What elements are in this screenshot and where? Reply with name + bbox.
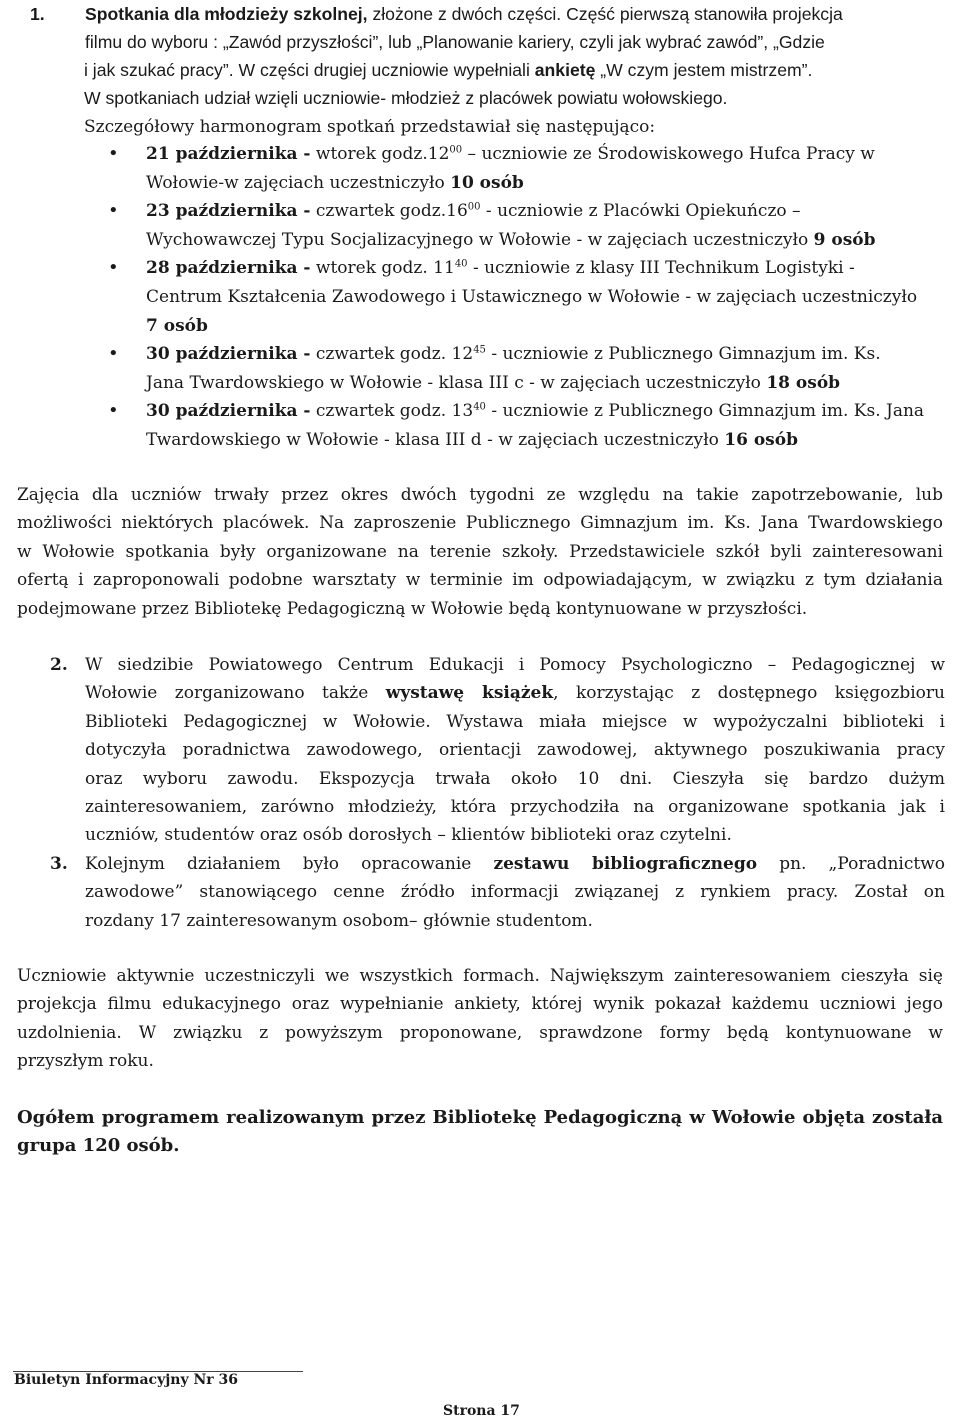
exhibition-highlight: wystawę książek xyxy=(385,683,554,704)
list-item: • 30 października - czwartek godz. $13^{40}$ - uczniowie z Publicznego Gimnazjum im. Ks. Jana Twardowskiego w Wołowie - klasa III d - w zajęciach uczestniczyło 16 osób xyxy=(108,397,948,454)
list-item: • 28 października - wtorek godz. $11^{40}$ - uczniowie z klasy III Technikum Logistyki - Centrum Kształcenia Zawodowego i Ustawicznego w Wołowie - w zajęciach uczestniczyło 7 osób xyxy=(108,254,948,340)
section-2: 2. W siedzibie Powiatowego Centrum Edukacji i Pomocy Psychologiczno – Pedagogicznej w Wołowie zorganizowano także wystawę książek, korzystając z dostępnego księgozbioru Biblioteki Pedagogicznej w Wołowie. Wystawa miała miejsce w wypożyczalni biblioteki i dotyczyła poradnictwa zawodowego, orientacji zawodowej, aktywnego poszukiwania pracy oraz wyboru zawodu. Ekspozycja trwała około 10 dni. Cieszyła się bardzo dużym zainteresowaniem, zarówno młodzieży, która przychodziła na organizowane spotkania jak i uczniów, studentów oraz osób dorosłych – klientów biblioteki oraz czytelni. xyxy=(50,651,945,850)
summary: Ogółem programem realizowanym przez Bibliotekę Pedagogiczną w Wołowie objęta została grupa 120 osób. xyxy=(17,1107,943,1157)
section-3: 3. Kolejnym działaniem było opracowanie zestawu bibliograficznego pn. „Poradnictwo zawodowe” stanowiącego cenne źródło informacji związanej z rynkiem pracy. Został on rozdany 17 zainteresowanym osobom– głównie studentom. xyxy=(50,850,945,935)
paragraph-duration: Zajęcia dla uczniów trwały przez okres dwóch tygodni ze względu na takie zapotrzebowanie, lub możliwości niektórych placówek. Na zaproszenie Publicznego Gimnazjum im. Ks. Jana Twardowskiego w Wołowie spotkania były organizowane na terenie szkoły. Przedstawiciele szkół byli zainteresowani ofertą i zaproponowali podobne warsztaty w terminie im odpowiadającym, w związku z tym działania podejmowane przez Bibliotekę Pedagogiczną w Wołowie będą kontynuowane w przyszłości. xyxy=(17,485,943,619)
page-number: Strona 17 xyxy=(443,1403,520,1419)
list-item: • 23 października - czwartek $godz.16^{00}$ - uczniowie z Placówki Opiekuńczo – Wychowawczej Typu Socjalizacyjnego w Wołowie - w zajęciach uczestniczyło 9 osób xyxy=(108,197,948,254)
section-1-line-2: filmu do wyboru : „Zawód przyszłości”, lub „Planowanie kariery, czyli jak wybrać zawód”, „Gdzie xyxy=(85,32,825,52)
section-3-number: 3. xyxy=(50,854,68,874)
survey-highlight: ankietę xyxy=(534,60,596,80)
section-1-number: 1. xyxy=(30,4,45,24)
paragraph-participation: Uczniowie aktywnie uczestniczyli we wszystkich formach. Największym zainteresowaniem cieszyła się projekcja filmu edukacyjnego oraz wypełnianie ankiety, której wynik pokazał każdemu uczniowi jego uzdolnienia. W związku z powyższym proponowane, sprawdzone formy będą kontynuowane w przyszłym roku. xyxy=(17,966,943,1072)
section-1-line-4: W spotkaniach udział wzięli uczniowie- młodzież z placówek powiatu wołowskiego. xyxy=(84,88,728,109)
schedule-list xyxy=(108,140,948,455)
section-1 xyxy=(30,0,945,56)
section-2-number: 2. xyxy=(50,655,68,675)
section-1-title: Spotkania dla młodzieży szkolnej, xyxy=(85,4,368,24)
section-1-line-3: i jak szukać pracy”. W części drugiej uczniowie wypełniali ankietę „W czym jestem mistrzem”. xyxy=(84,60,813,80)
section-1-continued xyxy=(84,56,944,113)
section-1-body xyxy=(85,0,945,56)
list-item: • 30 października - czwartek godz. $12^{45}$ - uczniowie z Publicznego Gimnazjum im. Ks. Jana Twardowskiego w Wołowie - klasa III c - w zajęciach uczestniczyło 18 osób xyxy=(108,340,948,397)
section-1-line-1: Spotkania dla młodzieży szkolnej, złożone z dwóch części. Część pierwszą stanowiła projekcja xyxy=(85,4,843,24)
bibliography-highlight: zestawu bibliograficznego xyxy=(493,854,758,874)
schedule-intro: Szczegółowy harmonogram spotkań przedstawiał się następująco: xyxy=(84,117,656,137)
footer-title: Biuletyn Informacyjny Nr 36 xyxy=(14,1372,238,1388)
list-item: • 21 października - wtorek $godz.12^{00}$ – uczniowie ze Środowiskowego Hufca Pracy w Wołowie-w zajęciach uczestniczyło 10 osób xyxy=(108,140,948,197)
